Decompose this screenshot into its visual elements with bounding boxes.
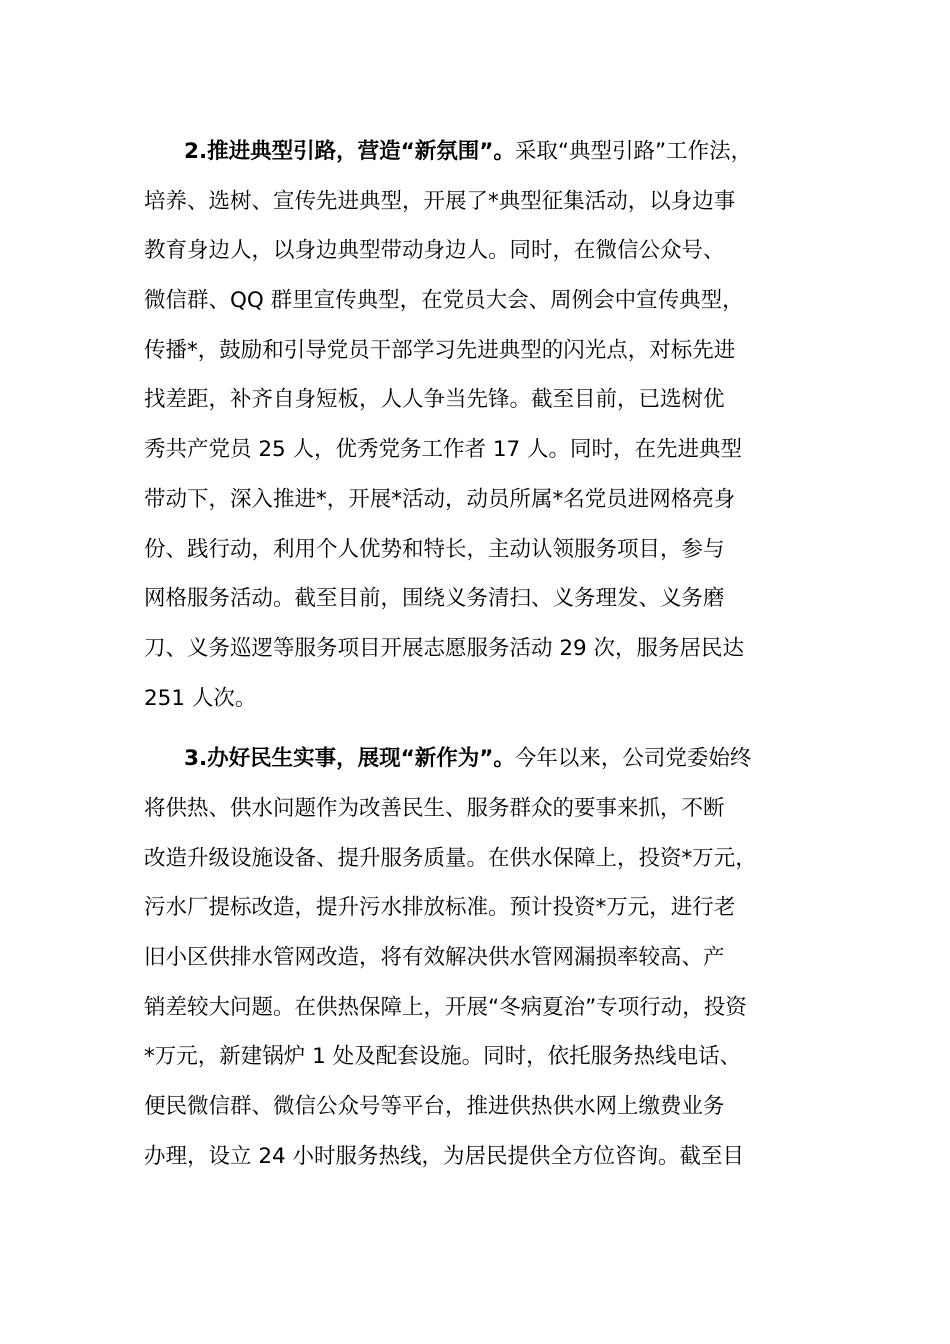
paragraph-line: 改造升级设施设备、提升服务质量。在供水保障上，投资*万元， <box>144 845 757 871</box>
paragraph-line: 刀、义务巡逻等服务项目开展志愿服务活动 29 次，服务居民达 <box>144 635 745 661</box>
paragraph-line: 251 人次。 <box>144 685 257 711</box>
paragraph-line: 培养、选树、宣传先进典型，开展了*典型征集活动，以身边事 <box>144 188 736 214</box>
paragraph-text: 采取“典型引路”工作法， <box>514 139 753 164</box>
paragraph-line: 旧小区供排水管网改造，将有效解决供水管网漏损率较高、产 <box>144 945 725 970</box>
paragraph-line: 网格服务活动。截至目前，围绕义务清扫、义务理发、义务磨 <box>144 586 725 612</box>
paragraph-line: *万元，新建锅炉 1 处及配套设施。同时，依托服务热线电话、 <box>144 1044 742 1070</box>
paragraph-first-line <box>144 127 844 177</box>
paragraph-line: 便民微信群、微信公众号等平台，推进供热供水网上缴费业务 <box>144 1094 725 1120</box>
paragraph-line: 将供热、供水问题作为改善民生、服务群众的要事来抓，不断 <box>144 795 725 821</box>
paragraph-3 <box>144 734 844 1181</box>
document-body <box>144 127 844 1181</box>
paragraph-line: 份、践行动，利用个人优势和特长，主动认领服务项目，参与 <box>144 536 725 562</box>
paragraph-line: 微信群、QQ 群里宣传典型，在党员大会、周例会中宣传典型， <box>144 288 744 314</box>
paragraph-line: 办理，设立 24 小时服务热线，为居民提供全方位咨询。截至目 <box>144 1143 745 1169</box>
paragraph-line: 秀共产党员 25 人，优秀党务工作者 17 人。同时，在先进典型 <box>144 437 743 463</box>
paragraph-line: 教育身边人，以身边典型带动身边人。同时，在微信公众号、 <box>144 238 725 264</box>
paragraph-line: 销差较大问题。在供热保障上，开展“冬病夏治”专项行动，投资 <box>144 994 747 1020</box>
paragraph-heading: 3.办好民生实事，展现“新作为”。 <box>184 746 515 772</box>
paragraph-2 <box>144 127 844 723</box>
paragraph-text: 今年以来，公司党委始终 <box>514 746 752 772</box>
paragraph-first-line <box>144 734 844 784</box>
paragraph-line: 找差距，补齐自身短板，人人争当先锋。截至目前，已选树优 <box>144 387 725 413</box>
paragraph-line: 污水厂提标改造，提升污水排放标准。预计投资*万元，进行老 <box>144 895 736 921</box>
paragraph-line: 传播*，鼓励和引导党员干部学习先进典型的闪光点，对标先进 <box>144 337 736 363</box>
paragraph-heading: 2.推进典型引路，营造“新氛围”。 <box>184 139 515 164</box>
paragraph-line: 带动下，深入推进*，开展*活动，动员所属*名党员进网格亮身 <box>144 486 736 512</box>
